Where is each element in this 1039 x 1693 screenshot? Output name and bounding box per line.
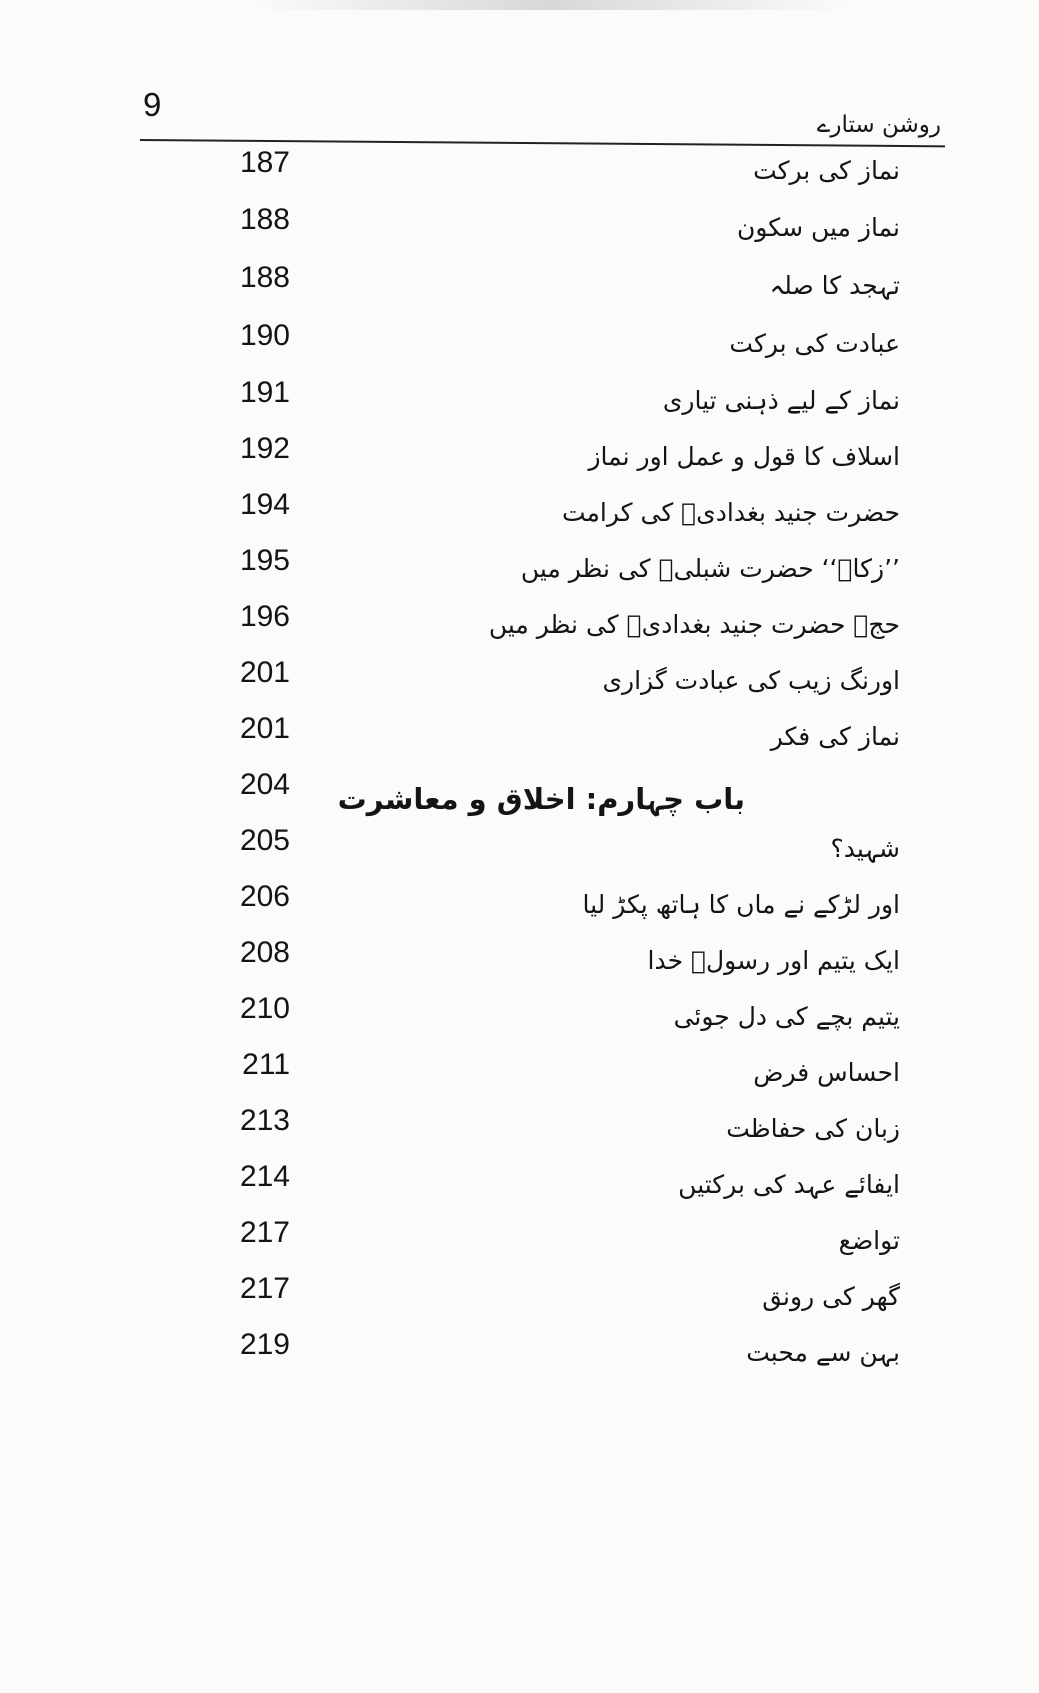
toc-entry — [170, 882, 900, 942]
toc-entry — [170, 1050, 900, 1110]
toc-page-number: 211 — [242, 1048, 290, 1081]
toc-page-number: 214 — [239, 1160, 290, 1193]
toc-entry — [170, 321, 900, 381]
toc-entry — [170, 148, 900, 208]
toc-page-number: 192 — [239, 432, 290, 465]
toc-entry — [170, 546, 900, 606]
toc-entry — [170, 205, 900, 265]
toc-page-number: 206 — [239, 880, 290, 913]
toc-title: احساس فرض — [753, 1058, 900, 1087]
toc-page-number: 217 — [239, 1272, 290, 1305]
toc-entry — [170, 378, 900, 438]
toc-title: نماز میں سکون — [737, 213, 900, 242]
toc-title: اور لڑکے نے ماں کا ہاتھ پکڑ لیا — [582, 890, 900, 919]
toc-title: تہجد کا صلہ — [769, 271, 900, 300]
toc-title: اورنگ زیب کی عبادت گزاری — [602, 666, 900, 695]
toc-page-number: 219 — [239, 1328, 290, 1361]
toc-entry — [170, 490, 900, 550]
toc-page-number: 210 — [239, 992, 290, 1025]
toc-title: نماز کی فکر — [770, 722, 900, 751]
chapter-title: باب چہارم: اخلاق و معاشرت — [337, 782, 745, 816]
toc-page-number: 201 — [239, 656, 290, 689]
toc-page-number: 205 — [239, 824, 290, 857]
toc-title: نماز کی برکت — [753, 156, 900, 185]
toc-page-number: 190 — [239, 319, 290, 352]
toc-page-number: 217 — [239, 1216, 290, 1249]
toc-page-number: 191 — [239, 376, 290, 409]
toc-entry — [170, 263, 900, 323]
toc-page-number: 188 — [239, 261, 290, 294]
toc-page-number: 188 — [239, 203, 290, 236]
toc-page-number: 187 — [239, 146, 290, 179]
toc-title: ایفائے عہد کی برکتیں — [678, 1170, 900, 1199]
toc-title: حج۔ حضرت جنید بغدادیؒ کی نظر میں — [488, 610, 900, 639]
toc-entry — [170, 1162, 900, 1222]
running-title: روشن ستارے — [816, 112, 941, 138]
toc-title: بہن سے محبت — [746, 1338, 900, 1367]
toc-entry — [170, 1106, 900, 1166]
toc-page-number: 208 — [239, 936, 290, 969]
toc-title: اسلاف کا قول و عمل اور نماز — [588, 442, 900, 471]
toc-title: شہید؟ — [830, 834, 900, 863]
toc-page-number: 204 — [239, 768, 290, 801]
toc-entry — [170, 714, 900, 774]
toc-page-number: 213 — [239, 1104, 290, 1137]
toc-chapter-heading — [170, 770, 900, 830]
toc-page-number: 194 — [239, 488, 290, 521]
toc-entry — [170, 938, 900, 998]
toc-title: تواضع — [838, 1226, 900, 1255]
toc-page-number: 201 — [239, 712, 290, 745]
page-number: 9 — [143, 86, 162, 123]
toc-title: گھر کی رونق — [762, 1282, 900, 1311]
toc-title: یتیم بچے کی دل جوئی — [673, 1002, 900, 1031]
toc-entry — [170, 826, 900, 886]
toc-entry — [170, 994, 900, 1054]
toc-title: زبان کی حفاظت — [726, 1114, 900, 1143]
toc-entry — [170, 602, 900, 662]
toc-entry — [170, 658, 900, 718]
toc-title: حضرت جنید بغدادیؒ کی کرامت — [561, 498, 900, 527]
toc-page-number: 196 — [239, 600, 290, 633]
toc-title: ایک یتیم اور رسولؐ خدا — [647, 946, 900, 975]
toc-entry — [170, 1274, 900, 1334]
toc-entry — [170, 1330, 900, 1390]
toc-entry — [170, 434, 900, 494]
toc-entry — [170, 1218, 900, 1278]
toc-title: ’’زکاۃ‘‘ حضرت شبلیؒ کی نظر میں — [520, 554, 900, 583]
toc-page-number: 195 — [239, 544, 290, 577]
toc-title: نماز کے لیے ذہنی تیاری — [662, 386, 900, 415]
toc-title: عبادت کی برکت — [729, 329, 900, 358]
